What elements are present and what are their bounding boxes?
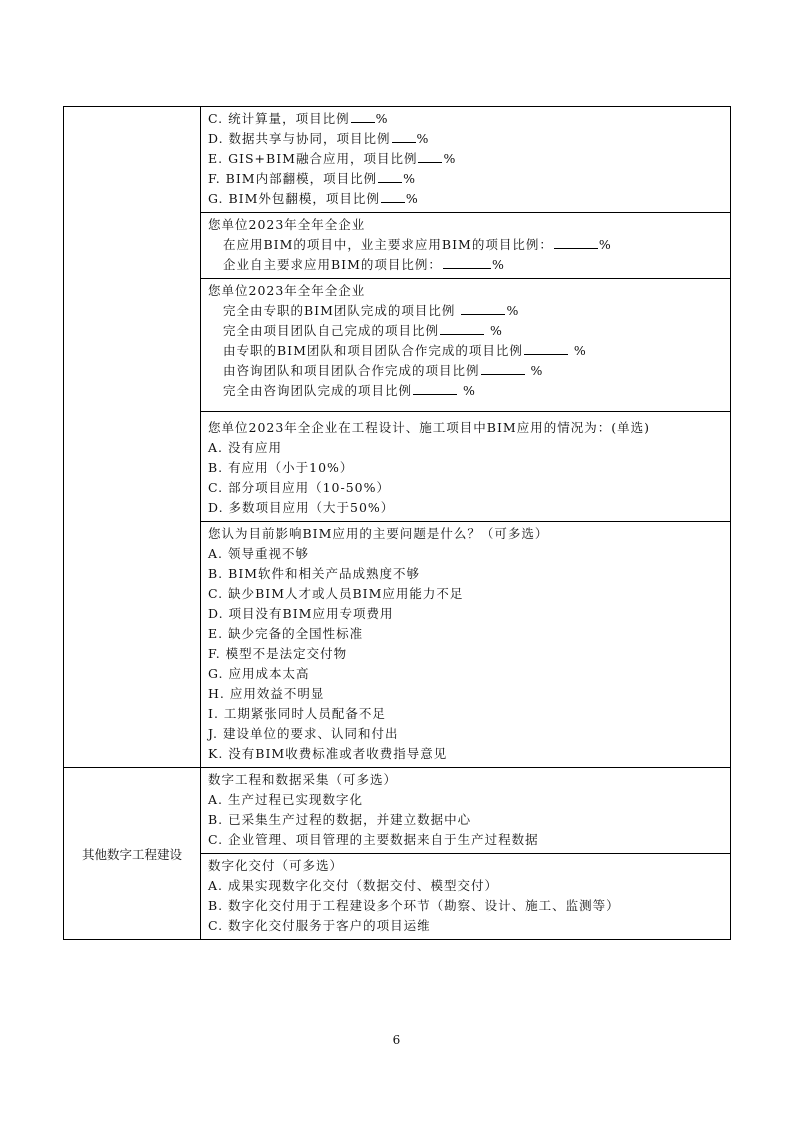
table-row [64,107,731,213]
fill-blank[interactable] [461,301,505,315]
question-title: 您单位2023年全企业在工程设计、施工项目中BIM应用的情况为：(单选) [208,420,650,435]
option-item[interactable]: B. 已采集生产过程的数据，并建立数据中心 [208,812,472,827]
percent-sign: % [491,257,505,272]
percent-sign: % [530,363,544,378]
percent-sign: % [598,237,612,252]
page-number: 6 [392,1033,401,1047]
fill-blank[interactable] [378,169,402,183]
option-item[interactable]: A. 没有应用 [208,440,282,455]
fill-blank[interactable] [481,361,525,375]
fill-blank[interactable] [413,381,457,395]
fill-blank[interactable] [524,341,568,355]
question-title: 您单位2023年全年全企业 [208,283,366,298]
percent-sign: % [506,303,520,318]
item-text: 在应用BIM的项目中，业主要求应用BIM的项目比例： [223,237,553,252]
option-item[interactable]: C. 缺少BIM人才或人员BIM应用能力不足 [208,586,464,601]
item-text: C. 统计算量，项目比例 [208,111,350,126]
list-item [208,255,723,275]
bim-application-proportions-cell [201,107,731,213]
item-text: 由专职的BIM团队和项目团队合作完成的项目比例 [223,343,523,358]
digital-engineering-data-collection-cell [201,768,731,854]
option-item[interactable]: F. 模型不是法定交付物 [208,646,348,661]
option-item[interactable]: B. BIM软件和相关产品成熟度不够 [208,566,421,581]
fill-blank[interactable] [554,235,598,249]
requirement-proportions-cell [201,213,731,279]
percent-sign: % [416,131,430,146]
item-text: F. BIM内部翻模，项目比例 [208,171,378,186]
percent-sign: % [463,383,476,398]
fill-blank[interactable] [440,321,484,335]
list-item [208,235,723,255]
list-item [208,381,723,401]
section-label-other-digital-engineering: 其他数字工程建设 [64,768,201,940]
question-title: 您单位2023年全年全企业 [208,217,366,232]
list-item [208,301,723,321]
option-item[interactable]: C. 数字化交付服务于客户的项目运维 [208,918,431,933]
list-item [208,169,723,189]
fill-blank[interactable] [381,189,405,203]
option-item[interactable]: A. 成果实现数字化交付（数据交付、模型交付） [208,878,498,893]
list-item [208,109,723,129]
option-item[interactable]: B. 有应用（小于10%） [208,460,354,475]
option-item[interactable]: C. 企业管理、项目管理的主要数据来自于生产过程数据 [208,832,539,847]
list-item [208,149,723,169]
question-title: 数字工程和数据采集（可多选） [208,772,398,787]
option-item[interactable]: B. 数字化交付用于工程建设多个环节（勘察、设计、施工、监测等） [208,898,620,913]
option-item[interactable]: A. 领导重视不够 [208,546,309,561]
list-item [208,189,723,209]
fill-blank[interactable] [392,129,416,143]
percent-sign: % [405,191,419,206]
fill-blank[interactable] [443,255,491,269]
item-text: D. 数据共享与协同，项目比例 [208,131,391,146]
item-text: E. GIS+BIM融合应用，项目比例 [208,151,418,166]
bim-issues-multi-choice-cell [201,522,731,768]
percent-sign: % [375,111,389,126]
team-proportions-cell [201,279,731,412]
table-row [64,768,731,854]
percent-sign: % [490,323,503,338]
option-item[interactable]: A. 生产过程已实现数字化 [208,792,363,807]
section-label-cell-empty [64,107,201,768]
percent-sign: % [403,171,416,186]
bim-usage-single-choice-cell [201,412,731,522]
option-item[interactable]: K. 没有BIM收费标准或者收费指导意见 [208,746,448,761]
list-item [208,341,723,361]
digital-delivery-cell [201,854,731,940]
fill-blank[interactable] [418,149,442,163]
item-text: 由咨询团队和项目团队合作完成的项目比例 [223,363,480,378]
survey-table [63,106,731,940]
fill-blank[interactable] [351,109,375,123]
list-item [208,129,723,149]
list-item [208,321,723,341]
option-item[interactable]: C. 部分项目应用（10-50%） [208,480,390,495]
item-text: 完全由专职的BIM团队完成的项目比例 [223,303,456,318]
item-text: 企业自主要求应用BIM的项目比例： [223,257,442,272]
option-item[interactable]: H. 应用效益不明显 [208,686,325,701]
item-text: 完全由项目团队自己完成的项目比例 [223,323,440,338]
percent-sign: % [443,151,457,166]
list-item [208,361,723,381]
item-text: G. BIM外包翻模，项目比例 [208,191,380,206]
option-item[interactable]: G. 应用成本太高 [208,666,310,681]
item-text: 完全由咨询团队完成的项目比例 [223,383,413,398]
option-item[interactable]: J. 建设单位的要求、认同和付出 [208,726,399,741]
question-title: 数字化交付（可多选） [208,858,344,873]
question-title: 您认为目前影响BIM应用的主要问题是什么？（可多选） [208,526,549,541]
option-item[interactable]: I. 工期紧张同时人员配备不足 [208,706,386,721]
option-item[interactable]: D. 多数项目应用（大于50%） [208,500,395,515]
percent-sign: % [573,343,587,358]
option-item[interactable]: D. 项目没有BIM应用专项费用 [208,606,394,621]
option-item[interactable]: E. 缺少完备的全国性标准 [208,626,364,641]
